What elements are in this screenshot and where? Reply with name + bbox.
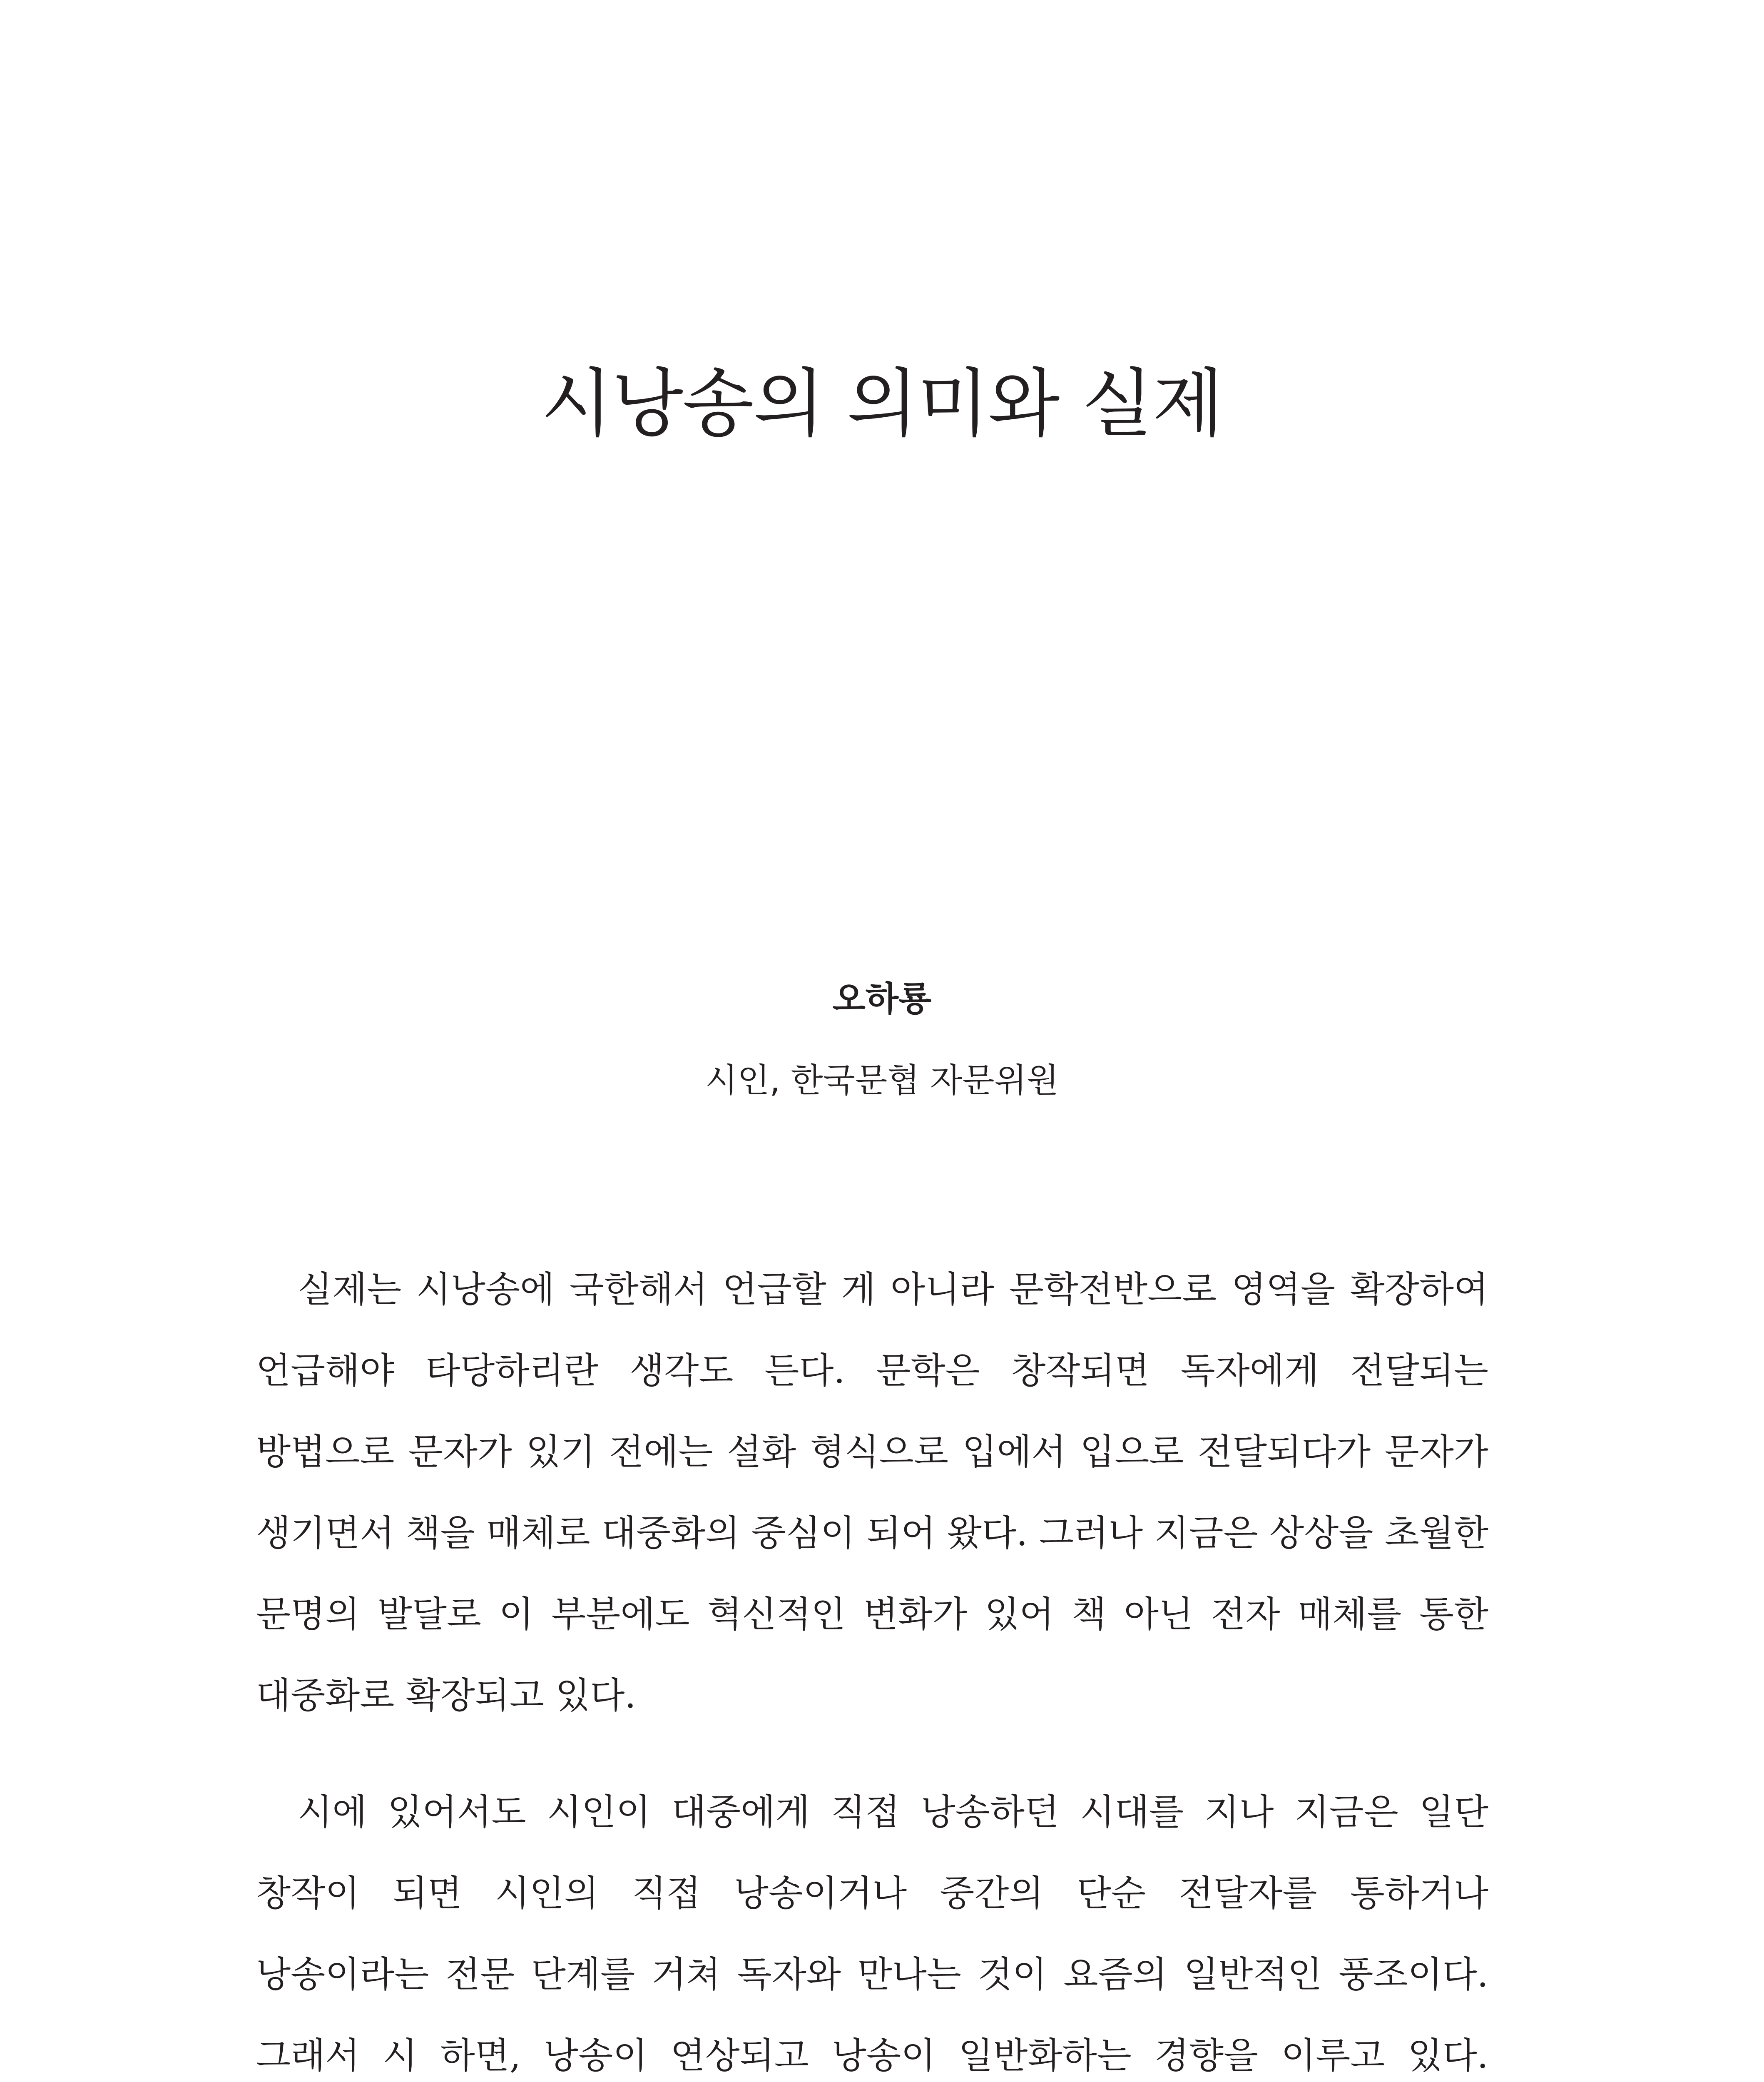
body-paragraph-1: 실제는 시낭송에 국한해서 언급할 게 아니라 문학전반으로 영역을 확장하여 언급해야 타당하리란 생각도 든다. 문학은 창작되면 독자에게 전달되는 방법으로 문자가 있기 전에는 설화 형식으로 입에서 입으로 전달되다가 문자가 생기면서 책을 매체로 대중화의 중심이 되어 왔다. 그러나 지금은 상상을 초월한 문명의 발달로 이 부분에도 혁신적인 변화가 있어 책 아닌 전자 매체를 통한 대중화로 확장되고 있다. [256,1269,1488,1716]
article-title: 시낭송의 의미와 실제 [541,361,1223,447]
author-name: 오하룡 [832,979,932,1019]
body-paragraph-2: 시에 있어서도 시인이 대중에게 직접 낭송하던 시대를 지나 지금은 일단 창작이 되면 시인의 직접 낭송이거나 중간의 단순 전달자를 통하거나 낭송이라는 전문 단계를 거쳐 독자와 만나는 것이 요즘의 일반적인 풍조이다. 그래서 시 하면, 낭송이 연상되고 낭송이 일반화하는 경향을 이루고 있다. [256,1791,1488,2077]
author-affiliation: 시인, 한국문협 자문위원 [705,1061,1059,1100]
